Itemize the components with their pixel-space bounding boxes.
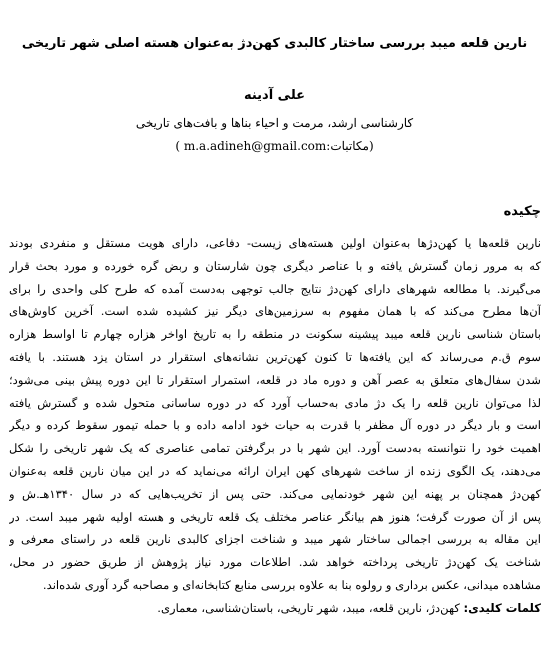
abstract-line: آن‌ها مطرح می‌کند که با همان مفهوم به سرزمین‌های دیگر نیز کشیده شده است. آخرین کاوش‌های — [9, 304, 541, 319]
abstract-line: می‌دهند، یک الگوی زنده از ساخت شهرهای کهن ایران ارائه می‌نماید که در این میان نارین قلعه به‌عنوان — [9, 463, 541, 478]
keywords-text: کهن‌دژ، نارین قلعه، میبد، شهر تاریخی، باستان‌شناسی، معماری. — [157, 600, 464, 615]
abstract-heading: چکیده — [503, 204, 541, 219]
abstract-line: مشاهده میدانی، عکس برداری و رولوه بنا به علاوه بررسی منابع کتابخانه‌ای و مصاحبه گرد آوری شده‌اند. — [42, 577, 541, 592]
paper-title: نارین قلعه میبد بررسی ساختار کالبدی کهن‌دژ به‌عنوان هسته اصلی شهر تاریخی — [21, 36, 528, 51]
abstract-line: اهمیت خود را نتوانسته به‌دست آورد. این شهر با در برگرفتن تمامی عناصری که یک شهر تاریخی را شکل — [9, 441, 541, 456]
abstract-line: شناخت یک کهن‌دژ تاریخی پرداخته خواهد شد. اطلاعات مورد نیاز پژوهش از طریق حضور در محل، — [9, 555, 541, 570]
abstract-line: لذا می‌توان نارین قلعه را یک دژ مادی به‌حساب آورد که در دوره ساسانی متحول شده و گسترش یافته — [9, 395, 541, 410]
abstract-line: این مقاله به بررسی اجمالی ساختار شهر میبد و شناخت اجزای کالبدی نارین قلعه در راستای معرفی و — [9, 532, 541, 547]
abstract-line: پس از آن صورت گرفت؛ هنوز هم بیانگر عناصر مختلف یک قلعه تاریخی و هسته اولیه شهر میبد است. در — [9, 509, 541, 524]
author-name: علی آدینه — [243, 88, 306, 103]
abstract-line: کهن‌دژ همچنان بر پهنه این شهر خودنمایی می‌کند. حتی پس از تخریب‌هایی که در سال ۱۳۴۰هـ.ش و — [9, 486, 541, 501]
keywords-label: کلمات کلیدی: — [463, 600, 541, 615]
author-affiliation: کارشناسی ارشد، مرمت و احیاء بناها و بافت‌های تاریخی — [135, 116, 414, 130]
abstract-line: شدن سفال‌های متعلق به عصر آهن و دوره ماد در قلعه، استمرار استقرار تا این دوره پیش بینی می‌شود؛ — [9, 372, 541, 387]
abstract-line: نارین قلعه‌ها یا کهن‌دژها به‌عنوان اولین هسته‌های زیست- دفاعی، دارای هویت مستقل و منفردی بودند — [9, 236, 541, 250]
abstract-line: باستان شناسی نارین قلعه میبد پیشینه سکونت در منطقه را به تاریخ اواخر هزاره چهارم تا اواسط هزاره — [9, 327, 541, 342]
abstract-body — [9, 232, 541, 620]
author-email: (مکاتبات:m.a.adineh@gmail.com ) — [175, 139, 374, 153]
abstract-line: سوم ق.م می‌رساند که این یافته‌ها تا کنون کهن‌ترین نشانه‌های استقرار در استان یزد هستند. با یافته — [9, 349, 541, 364]
keywords-line — [9, 597, 541, 620]
abstract-line: است و بار دیگر در دوره آل مظفر با قدرت به حیات خود ادامه داده و با حمله تیمور سقوط کرده و دیگر — [9, 418, 541, 433]
abstract-line: که به مرور زمان گسترش یافته و با عناصر دیگری چون شارستان و ربض گره خورده و مورد بحث قرار — [9, 258, 541, 273]
abstract-line: می‌گیرند. با مطالعه شهرهای دارای کهن‌دژ نتایج جالب توجهی به‌دست آمده که طرح کلی واحدی را برای — [9, 281, 541, 296]
